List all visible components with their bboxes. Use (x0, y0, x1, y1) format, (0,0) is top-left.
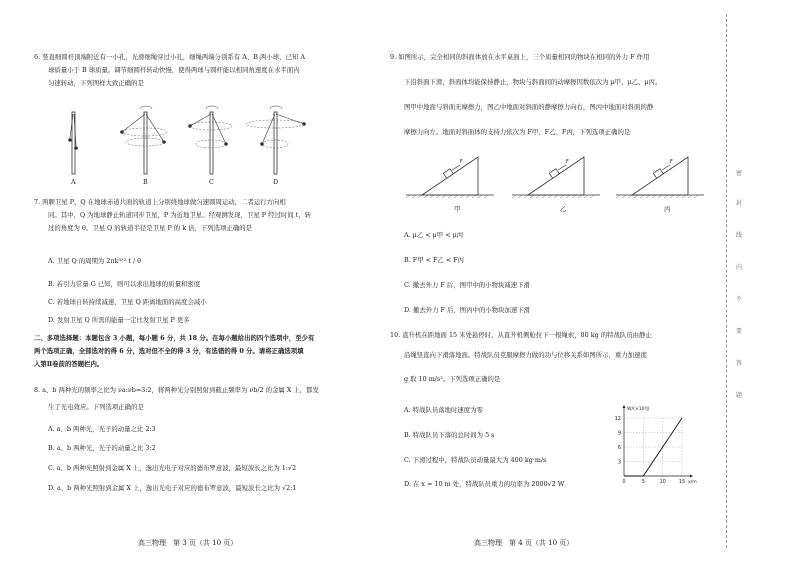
binding-char: 不 (736, 296, 743, 303)
q6-figures (60, 100, 360, 185)
binding-dashed-line (726, 14, 727, 548)
svg-text:F: F (460, 159, 463, 165)
q8-line-2: 生了光电效应。下列选项正确的是 (48, 403, 144, 411)
section-2-line-1: 二、多项选择题：本题包含 3 小题，每小题 6 分，共 18 分。在每小题给出的四个选项中，至少有 (34, 334, 315, 342)
binding-char: 题 (736, 392, 743, 399)
q9-label-bing: 丙 (664, 205, 671, 213)
q9-line-2: 下沿斜面下滑，斜面体均能保持静止，物块与斜面间的动摩擦因数依次为 μ甲、μ乙、μ丙。 (404, 78, 662, 86)
q9-figure-yi (512, 157, 600, 198)
x-axis-label: x/m (688, 480, 697, 485)
q9-option-c: C. 撤去外力 F 后，图甲中的小物块减速下滑 (404, 281, 530, 289)
q9-figures (404, 143, 714, 203)
q8-option-b: B. a、b 两种光，光子的动量之比 3:2 (48, 444, 156, 452)
q6-figure-b (120, 106, 167, 174)
q7-option-b: B. 若引力常量 G 已知，则可以求出地球的质量和密度 (48, 280, 201, 288)
y-axis-label: W/(×10³J) (627, 407, 650, 412)
q9-label-jia: 甲 (454, 205, 461, 213)
page-3-footer: 高三物理 第 3 页（共 10 页） (138, 539, 238, 548)
q10-option-b: B. 特战队员下落的总时间为 5 s (404, 431, 495, 439)
y-tick-label: 12 (614, 415, 621, 422)
x-tick-label: 5 (641, 479, 645, 485)
q10-line-3: g 取 10 m/s²。下列选项正确的是 (404, 375, 501, 383)
q6-label-d: D (273, 178, 279, 186)
binding-char: 密 (736, 170, 743, 177)
q6-line-3: 匀速转动，下列图样大致正确的是 (48, 79, 144, 87)
q9-option-b: B. F甲 < F乙 < F丙 (404, 256, 465, 264)
binding-char: 内 (736, 264, 743, 271)
q9-option-d: D. 撤去外力 F 后，图丙中的小物块加速下滑 (404, 306, 531, 314)
y-tick-label: 9 (617, 430, 621, 437)
q9-label-yi: 乙 (560, 205, 567, 213)
q9-figure-bing (616, 157, 704, 198)
q10-work-displacement-chart (602, 404, 697, 489)
q7-line-1: 7. 两颗卫星 P、Q 在地球赤道共面的轨道上分别绕地球做匀速圆周运动，二者运行方向相 (34, 198, 286, 206)
binding-margin (708, 0, 794, 562)
q10-option-c: C. 下滑过程中，特战队员动量最大为 400 kg·m/s (404, 456, 547, 464)
q7-line-3: 过的角度为 θ。卫星 Q 的轨道半径是卫星 P 的 k 倍，下列选项正确的是 (48, 224, 253, 232)
binding-char: 要 (736, 328, 743, 335)
left-page (0, 0, 384, 562)
q10-line-2: 沿绳竖直向下滑落地面。特战队员克服摩擦力做的功与位移关系如图所示，重力加速度 (404, 351, 647, 359)
q7-line-2: 同。其中，Q 为地球静止轨道同步卫星，P 为近地卫星。经观测发现，卫星 P 经过时间 t，转 (48, 211, 312, 219)
q7-option-c: C. 若地球自转持续减速，卫星 Q 距离地面的高度会减小 (48, 298, 207, 306)
binding-char: 封 (736, 200, 743, 207)
q6-line-2: 球质量小于 B 球质量。调节细圆杆转动快慢，使得两球与圆杆能以相同角速度在水平面内 (48, 66, 300, 74)
q7-option-d: D. 发射卫星 Q 所需的能量一定比发射卫星 P 更多 (48, 316, 190, 324)
q8-option-d: D. a、b 两种光照射到金属 X 上，逸出光电子对应的德布罗意波，最短波长之比为 √2:1 (48, 484, 297, 492)
q6-label-a: A (71, 178, 76, 186)
y-tick-label: 3 (617, 459, 621, 466)
q6-line-1: 6. 竖直细圆杆顶端附近有一小孔，光滑细绳穿过小孔，细绳两端分别系有 A、B 两小球，已知 A (34, 53, 305, 61)
x-axis-arrow (690, 475, 693, 478)
q10-option-d: D. 在 x = 10 m 处，特战队员重力的功率为 2000√2 W (404, 480, 565, 488)
q9-option-a: A. μ乙 < μ甲 < μ丙 (404, 231, 464, 239)
y-tick-label: 6 (617, 444, 621, 451)
q8-line-1: 8. a、b 两种光的频率之比为 νa:νb=3:2，将两种光分别照射到截止频率为 νb/2 的金属 X 上，都发 (34, 386, 319, 394)
q9-line-3: 图甲中地面与斜面无摩擦力，图乙中地面对斜面的静摩擦力向右，图丙中地面对斜面的静 (404, 103, 654, 111)
q10-line-1: 10. 直升机在距地面 15 米处悬停时，从直升机侧舱拉下一根绳索，80 kg 的特战队员由静止 (390, 331, 652, 339)
section-2-line-3: 入第Ⅱ卷前的答题栏内。 (34, 360, 104, 368)
x-tick-label: 0 (622, 479, 626, 485)
q6-figure-a (68, 112, 78, 174)
binding-char: 答 (736, 360, 743, 367)
right-page (384, 0, 714, 562)
svg-text:F: F (670, 159, 673, 165)
y-axis-arrow (623, 405, 626, 408)
q9-line-1: 9. 如图所示，完全相同的斜面体放在水平桌面上，三个质量相同的物块在相同的外力 F 作用 (390, 53, 650, 61)
q10-option-a: A. 特战队员落地时速度为零 (404, 406, 483, 414)
q6-figure-d (246, 106, 306, 174)
q7-option-a: A. 卫星 Q 的周期为 2πk³ᐟ² t / θ (48, 257, 141, 265)
q6-label-b: B (143, 178, 148, 186)
q6-label-c: C (209, 178, 214, 186)
q9-figure-jia (406, 157, 494, 198)
q8-option-c: C. a、b 两种光照射到金属 X 上，逸出光电子对应的德布罗意波，最短波长之比为 1:√2 (48, 464, 297, 472)
x-tick-label: 15 (678, 479, 686, 485)
q6-figure-c (188, 106, 232, 174)
svg-text:F: F (566, 159, 569, 165)
q9-line-4: 摩擦力向左。地面对斜面体的支持力依次为 F甲、F乙、F丙，下列选项正确的是 (404, 128, 631, 136)
binding-char: 线 (736, 232, 743, 239)
page-4-footer: 高三物理 第 4 页（共 10 页） (474, 539, 574, 548)
q8-option-a: A. a、b 两种光，光子的动量之比 2:3 (48, 425, 156, 433)
x-tick-label: 10 (659, 479, 666, 485)
section-2-line-2: 两个选项正确，全部选对的得 6 分，选对但不全的得 3 分，有选错的得 0 分。请将正确选项填 (34, 347, 304, 355)
